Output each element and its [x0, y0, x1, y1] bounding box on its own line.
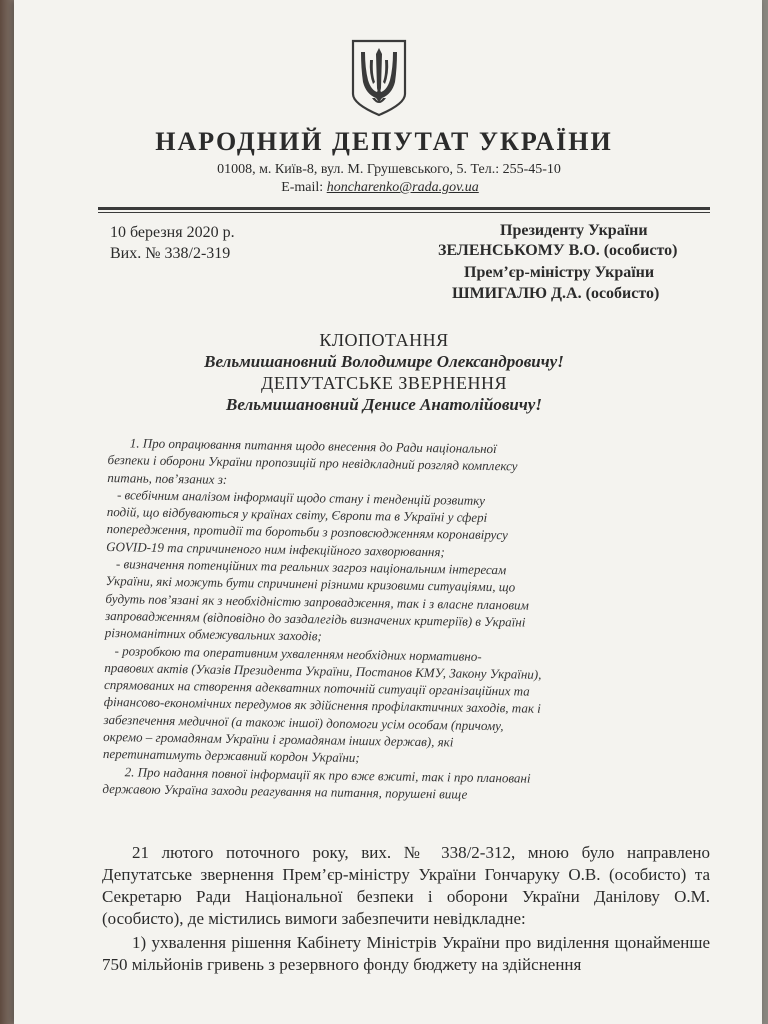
addressee-line: ЗЕЛЕНСЬКОМУ В.О. (особисто) — [438, 242, 678, 259]
petition-line: попередження, протидії та боротьби з розповсюдженням коронавірусу — [106, 521, 508, 543]
petition-line: державою Україна заходи реагування на питання, порушені вище — [102, 780, 468, 802]
petition-line: забезпечення медичної (а також іншої) допомоги усім особам (причому, — [103, 711, 504, 733]
petition-line: перетинатимуть державний кордон України; — [102, 746, 360, 766]
body-paragraph: 1) ухвалення рішення Кабінету Міністрів України про виділення щонайменше 750 мільйонів гривень з резервного фонду бюджету на здійснення — [102, 933, 710, 974]
petition-line: - розробкою та оперативним ухваленням необхідних нормативно- — [114, 642, 482, 664]
petition-line: GOVID-19 та спричиненого ним інфекційного захворювання; — [106, 538, 445, 560]
office-address: 01008, м. Київ-8, вул. М. Грушевського, 5. Тел.: 255-45-10 — [217, 162, 561, 177]
body-paragraph: 21 лютого поточного року, вих. № 338/2-312, мною було направлено Депутатське звернення Прем’єр-міністру України Гончаруку О.В. (особисто) та Секретарю Ради Національної безпеки і оборони України Данілову О.М. (особисто), де містились вимоги забезпечити невідкладне: — [102, 843, 710, 928]
petition-line: спрямованих на створення адекватних поточній ситуації організаційних та — [103, 677, 530, 699]
salutation-prime-minister: Вельмишановний Денисе Анатолійовичу! — [226, 395, 542, 414]
email-line — [0, 180, 760, 196]
salutation-president: Вельмишановний Володимире Олександровичу! — [204, 352, 564, 371]
trident-emblem-icon — [350, 38, 408, 118]
petition-line: правових актів (Указів Президента України, Постанов КМУ, Закону України), — [104, 659, 542, 682]
petition-line: запровадженням (відповідно до заздалегідь визначених критеріїв) в Україні — [105, 607, 526, 630]
header-rule-thick — [98, 207, 710, 210]
petition-line: окремо – громадянам України і громадянам інших держав), які — [103, 729, 454, 750]
addressee-line: ШМИГАЛЮ Д.А. (особисто) — [452, 285, 660, 302]
appeal-heading: ДЕПУТАТСЬКЕ ЗВЕРНЕННЯ — [261, 373, 507, 393]
petition-block — [102, 434, 578, 805]
addressee-line: Прем’єр-міністру України — [464, 264, 655, 281]
petition-heading: КЛОПОТАННЯ — [319, 330, 449, 350]
letter-body — [102, 842, 710, 978]
email-label: E-mail: — [281, 180, 327, 195]
petition-line: безпеки і оборони України пропозицій про невідкладний розгляд комплексу — [107, 452, 518, 474]
petition-line: 1. Про опрацювання питання щодо внесення до Ради національної — [129, 435, 497, 457]
petition-line: 2. Про надання повної інформації як про вже вжиті, так і про плановані — [124, 763, 531, 786]
petition-line: України, які можуть бути спричинені різними кризовими ситуаціями, що — [105, 573, 516, 595]
petition-line: - визначення потенційних та реальних загроз національним інтересам — [115, 556, 507, 578]
petition-line: подій, що відбуваються у країнах світу, Європи та в Україні у сфері — [106, 504, 488, 526]
header-rule-thin — [98, 212, 710, 213]
addressee-line: Президенту України — [500, 222, 648, 239]
outgoing-number: Вих. № 338/2-319 — [110, 245, 231, 262]
document-date: 10 березня 2020 р. — [110, 224, 235, 241]
page-title: НАРОДНИЙ ДЕПУТАТ УКРАЇНИ — [155, 127, 613, 156]
petition-line: фінансово-економічних передумов як здійснення профілактичних заходів, так і — [103, 694, 541, 717]
petition-line: - всебічним аналізом інформації щодо стану і тенденцій розвитку — [116, 487, 486, 508]
email-link[interactable]: honcharenko@rada.gov.ua — [326, 180, 479, 195]
petition-line: різноманітних обмежувальних заходів; — [104, 625, 322, 644]
petition-line: будуть пов’язані як з необхідністю запровадження, так і з власне плановим — [105, 590, 529, 613]
petition-line: питань, пов’язаних з: — [107, 469, 228, 487]
